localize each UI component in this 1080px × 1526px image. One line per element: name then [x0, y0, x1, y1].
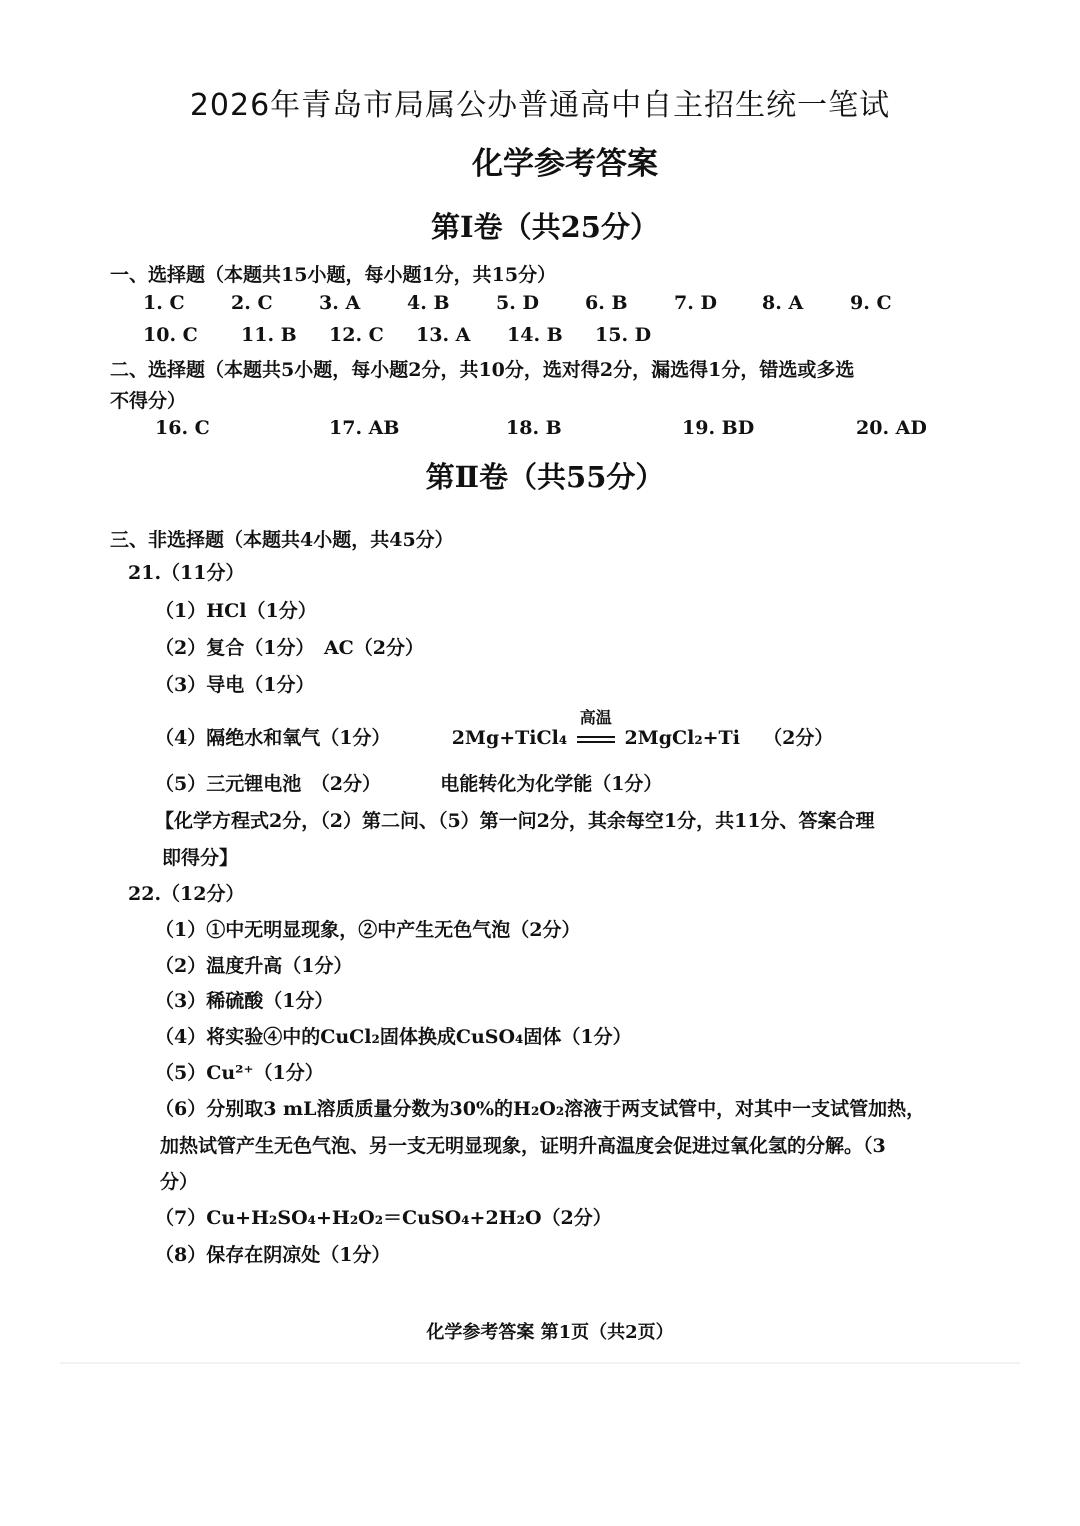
section2-heading-cont: 不得分）: [110, 390, 187, 412]
answer-19: 19. BD: [682, 417, 755, 439]
q22-answer-6-end: 分）: [160, 1171, 199, 1193]
answer-2: 2. C: [231, 292, 273, 314]
part1-heading: 第Ⅰ卷（共25分）: [431, 210, 659, 244]
answer-18: 18. B: [506, 417, 562, 439]
q22-answer-7: （7）Cu+H₂SO₄+H₂O₂＝CuSO₄+2H₂O（2分）: [155, 1207, 612, 1229]
page-footer: 化学参考答案 第1页（共2页）: [426, 1322, 674, 1343]
answer-16: 16. C: [155, 417, 210, 439]
condition-label: 高温: [579, 708, 612, 727]
section1-heading: 一、选择题（本题共15小题，每小题1分，共15分）: [110, 264, 557, 286]
part2-heading: 第Ⅱ卷（共55分）: [425, 460, 665, 494]
q22-answer-5: （5）Cu²⁺（1分）: [155, 1062, 324, 1084]
answer-17: 17. AB: [329, 417, 400, 439]
answer-1: 1. C: [143, 292, 185, 314]
answer-12: 12. C: [329, 324, 384, 346]
q21-answer-4: [155, 708, 834, 750]
answer-13: 13. A: [416, 324, 471, 346]
reaction-condition: [574, 708, 618, 749]
q21-answer-1: （1）HCl（1分）: [155, 600, 317, 622]
answer-14: 14. B: [507, 324, 563, 346]
q21-answer-3: （3）导电（1分）: [155, 674, 315, 696]
q22-answer-6: （6）分别取3 mL溶质质量分数为30%的H₂O₂溶液于两支试管中，对其中一支试管加热，: [155, 1098, 926, 1120]
double-line-icon: [577, 736, 615, 743]
answer-key-title: 化学参考答案: [472, 146, 658, 182]
q22-answer-6-cont: 加热试管产生无色气泡、另一支无明显现象，证明升高温度会促进过氧化氢的分解。（3: [160, 1135, 886, 1157]
section2-heading: 二、选择题（本题共5小题，每小题2分，共10分，选对得2分，漏选得1分，错选或多选: [110, 359, 855, 381]
question-21-label: 21.（11分）: [128, 562, 245, 584]
q22-answer-3: （3）稀硫酸（1分）: [155, 990, 334, 1012]
q21-note: 【化学方程式2分，（2）第二问、（5）第一问2分，其余每空1分，共11分、答案合理: [155, 810, 875, 832]
question-22-label: 22.（12分）: [128, 883, 245, 905]
q21-answer-2: （2）复合（1分） AC（2分）: [155, 637, 425, 659]
answer-7: 7. D: [674, 292, 717, 314]
q21-answer-4-score: （2分）: [763, 727, 834, 749]
answer-15: 15. D: [595, 324, 652, 346]
answer-6: 6. B: [585, 292, 628, 314]
equation-right: 2MgCl₂+Ti: [624, 727, 740, 749]
q22-answer-1: （1）①中无明显现象，②中产生无色气泡（2分）: [155, 919, 581, 941]
answer-8: 8. A: [762, 292, 804, 314]
q21-answer-5: [155, 769, 662, 796]
answers-row-1: [143, 292, 892, 314]
page-edge-divider: [60, 1362, 1020, 1364]
answer-11: 11. B: [241, 324, 297, 346]
exam-title: 2026年青岛市局属公办普通高中自主招生统一笔试: [189, 88, 891, 123]
q21-note-cont: 即得分】: [162, 847, 239, 869]
q21-answer-4-text: （4）隔绝水和氧气（1分）: [155, 727, 391, 749]
equation-left: 2Mg+TiCl₄: [451, 727, 568, 749]
q22-answer-4: （4）将实验④中的CuCl₂固体换成CuSO₄固体（1分）: [155, 1026, 632, 1048]
answers-row-3: [155, 417, 927, 439]
answers-row-2: [143, 324, 651, 346]
section3-heading: 三、非选择题（本题共4小题，共45分）: [110, 529, 454, 551]
answer-9: 9. C: [850, 292, 892, 314]
answer-5: 5. D: [496, 292, 539, 314]
q21-answer-5b: 电能转化为化学能（1分）: [440, 773, 663, 795]
answer-20: 20. AD: [856, 417, 927, 439]
q22-answer-2: （2）温度升高（1分）: [155, 955, 353, 977]
answer-4: 4. B: [407, 292, 450, 314]
q22-answer-8: （8）保存在阴凉处（1分）: [155, 1244, 391, 1266]
answer-10: 10. C: [143, 324, 198, 346]
answer-3: 3. A: [319, 292, 361, 314]
q21-answer-5a: （5）三元锂电池 （2分）: [155, 773, 381, 795]
